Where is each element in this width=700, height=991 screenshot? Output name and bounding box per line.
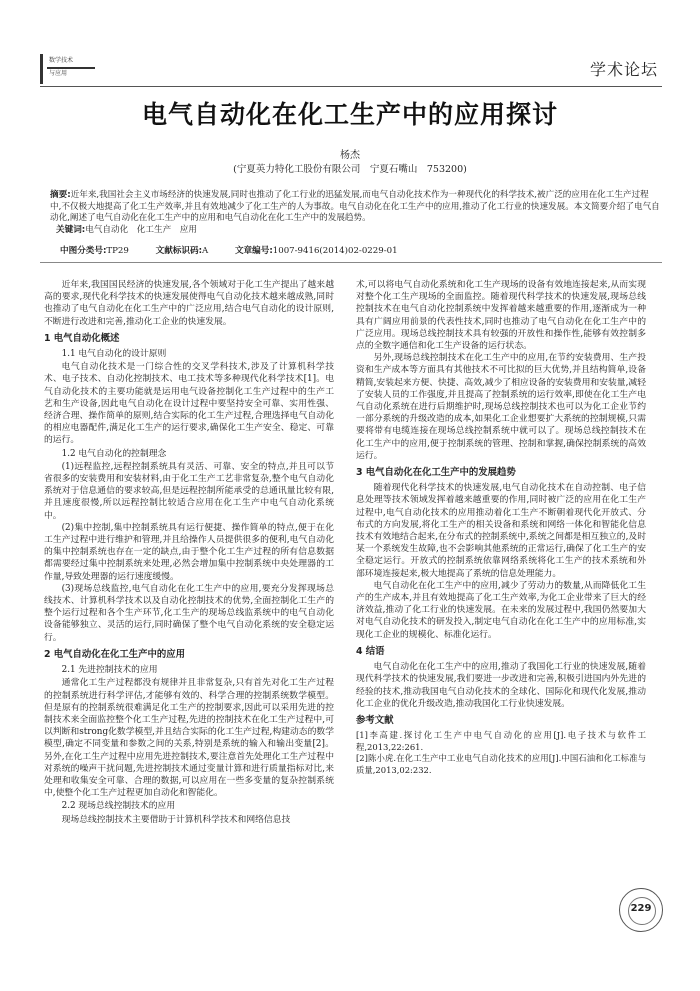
article-title: 电气自动化在化工生产中的应用探讨 — [141, 100, 558, 129]
paragraph-3b: 电气自动化在化工生产中的应用,减少了劳动力的数量,从而降低化工生产的生产成本,并且有效地提高了化工生产效率,为化工企业带来了巨大的经济效益,推动了化工行业的快速发展。在未来的发展过程中,我国仍然要加大对电气自动化技术的研发投入,制定电气自动化在化工生产中的应用标准,实现化工企业的规模化、标准化运行。 — [356, 580, 646, 640]
heading-2-2: 2.2 现场总线控制技术的应用 — [61, 801, 176, 812]
heading-3: 3 电气自动化在化工生产中的发展趋势 — [356, 467, 516, 479]
heading-1-1: 1.1 电气自动化的设计原则 — [61, 349, 167, 360]
paragraph-1-2a: (1)远程监控,远程控制系统具有灵活、可靠、安全的特点,并且可以节省很多的安装费用和安装材料,由于化工生产工艺非常复杂,整个电气自动化系统对于信息通信的要求较高,但是远程控制所能承受的总通讯量比较有限,并且速度很慢,所以远程控制比较适合应用在化工生产中电气自动化系统中。 — [44, 461, 334, 521]
reference-item: [1]李高建.探讨化工生产中电气自动化的应用[J].电子技术与软件工程,2013,22:261. — [356, 730, 646, 752]
paragraph-2-2-cont: 术,可以将电气自动化系统和化工生产现场的设备有效地连接起来,从而实现对整个化工生产现场的全面监控。随着现代科学技术的快速发展,现场总线控制技术在电气自动化控制系统中发挥着越来越重要的作用,逐渐成为一种具有广阔应用前景的代表性技术,同时也推动了电气自动化在化工生产中的广泛应用。现场总线控制技术具有较强的开放性和操作性,能够有效控制多点的全数字通信和化工生产设备的运行状态。 — [356, 280, 646, 352]
logo-line1: 数学技术 — [49, 57, 74, 64]
id-value: 1007-9416(2014)02-0229-01 — [272, 246, 398, 256]
keywords-text: 电气自动化 化工生产 应用 — [85, 224, 197, 235]
logo-line2: 与应用 — [49, 70, 68, 77]
paragraph-1-2c: (3)现场总线监控,电气自动化在化工生产中的应用,要充分发挥现场总线技术、计算机科学技术以及自动化控制技术的优势,全面控制化工生产的整个运行过程和各个生产环节,化工生产的现场总线监系统中的电气自动化设备能够独立、灵活的运行,同时确保了整个电气自动化系统的安全稳定运行。 — [44, 583, 334, 643]
paragraph-4: 电气自动化在化工生产中的应用,推动了我国化工行业的快速发展,随着现代科学技术的快速发展,我们要进一步改进和完善,积极引进国内外先进的经验的技术,推动我国电气自动化技术的全球化、国际化和现代化发展,推动化工企业的优化升级改造,推动我国化工行业快速发展。 — [356, 662, 646, 709]
affiliation: (宁夏英力特化工股份有限公司 宁夏石嘴山 753200) — [233, 164, 467, 175]
keywords — [56, 225, 660, 237]
id-label: 文章编号: — [234, 246, 273, 256]
heading-1-2: 1.2 电气自动化的控制理念 — [61, 448, 167, 459]
reference-item: [2]陈小虎.在化工生产中工业电气自动化技术的应用[J].中国石油和化工标准与质量,2013,02:232. — [356, 753, 646, 775]
paragraph-1-2b: (2)集中控制,集中控制系统具有运行便捷、操作简单的特点,便于在化工生产过程中进行维护和管理,并且给操作人员提供很多的便利,电气自动化的集中控制系统也存在一定的缺点,由于整个化工生产过程的所有信息数据都需要经过集中控制系统来处理,必然会增加集中控制系统中央处理器的工作量,导致处理器的运行速度缓慢。 — [44, 522, 334, 582]
abstract-body — [50, 190, 660, 225]
heading-2: 2 电气自动化在化工生产中的应用 — [44, 648, 186, 660]
section-title: 学术论坛 — [589, 60, 658, 79]
logo-bar — [47, 67, 95, 69]
keywords-label: 关键词: — [56, 224, 86, 235]
doc-label: 文献标识码: — [155, 246, 202, 256]
paragraph-3a: 随着现代化科学技术的快速发展,电气自动化技术在自动控制、电子信息处理等技术领域发挥着越来越重要的作用,同时被广泛的应用在化工生产过程中,电气自动化技术的应用推动着化工生产不断朝着现代化开放式、分布式的方向发展,将化工生产的相关设备和系统和网络一体化和智能化信息技术有效地结合起来,在分布式的控制系统中,系统之间都是相互独立的,及时某一个系统发生故障,也不会影响其他系统的正常运行,确保了化工生产的安全稳定运行。开放式的控制系统依靠网络系统将化工生产的技术系统和外部环境连接起来,极大地提高了系统的信息处理能力。 — [356, 483, 646, 579]
heading-1: 1 电气自动化概述 — [44, 332, 120, 344]
clc-label: 中图分类号: — [60, 246, 107, 256]
article-meta — [60, 244, 660, 256]
author: 杨杰 — [340, 150, 360, 161]
meta-rule — [40, 262, 662, 263]
left-column — [44, 279, 334, 826]
paragraph-2-1: 通常化工生产过程都没有规律并且非常复杂,只有首先对化工生产过程的控制系统进行科学评估,才能够有效的、科学合理的控制系统数学模型。但是原有的控制系统很难满足化工生产的控制要求,因此可以采用先进的控制技术来全面监控整个化工生产过程,先进的控制技术在化工生产过程中,可以判断和strong化数学模型,并且结合实际的化工生产过程,构建动态的数学模型,确定不同变量和参数之间的关系,特别是系统的输入和输出变量[2]。另外,在化工生产过程中应用先进控制技术,要注意首先处理化工生产过程中对系统的噪声干扰问题,先进控制技术通过变量计算和进行质量指标对比,来处理和收集安全可靠、合理的数据,可以应用在一些多变量的复杂控制系统中,使整个化工生产过程更加自动化和智能化。 — [44, 678, 334, 799]
right-column — [356, 279, 646, 776]
intro-paragraph: 近年来,我国国民经济的快速发展,各个领域对于化工生产提出了越来越高的要求,现代化科学技术的快速发展使得电气自动化技术越来越成熟,同时也推动了电气自动化在化工生产中的广泛应用,结合电气自动化的设计原则,不断进行改进和完善,推动化工企业的快速发展。 — [44, 280, 334, 327]
page-header — [40, 48, 662, 88]
header-rule — [40, 86, 662, 87]
abstract-text: 近年来,我国社会主义市场经济的快速发展,同时也推动了化工行业的迅猛发展,而电气自动化技术作为一种现代化的科学技术,被广泛的应用在化工生产过程中,不仅极大地提高了化工生产效率,并且有效地减少了化工生产的人为事故。电气自动化在化工生产中的应用,推动了化工行业的快速发展。本文简要介绍了电气自动化,阐述了电气自动化在化工生产中的应用和电气自动化在化工生产中的发展趋势。 — [50, 190, 660, 223]
clc-value: TP29 — [106, 246, 129, 256]
page-number-badge — [619, 888, 663, 932]
heading-2-1: 2.1 先进控制技术的应用 — [61, 665, 158, 676]
page-number: 229 — [630, 903, 652, 914]
references-heading: 参考文献 — [356, 714, 394, 726]
doc-value: A — [202, 246, 209, 256]
paragraph-2-2b: 另外,现场总线控制技术在化工生产中的应用,在节约安装费用、生产投资和生产成本等方面具有其他技术不可比拟的巨大优势,并且结构简单,设备精简,安装起来方便、快捷、高效,减少了相应设备的安装费用和安装量,减轻了安装人员的工作强度,并且提高了控制系统的运行效率,即使在化工生产电气自动化系统在进行后期维护时,现场总线控制技术也可以为化工企业节约一部分系统的升级改造的成本,如果化工企业想要扩大系统的控制规模,只需要将带有电缆连接在现场总线控制系统中就可以了。现场总线控制技术在化工生产中的应用,便于控制系统的管理、控制和掌握,确保控制系统的高效运行。 — [356, 353, 646, 461]
paragraph-2-2: 现场总线控制技术主要借助于计算机科学技术和网络信息技 — [61, 814, 291, 825]
paragraph-1-1: 电气自动化技术是一门综合性的交叉学科技术,涉及了计算机科学技术、电子技术、自动化控制技术、电工技术等多种现代化科学技术[1]。电气自动化技术的主要功能就是运用电气设备控制化工生产过程中的生产工艺和生产设备,因此电气自动化在设计过程中要坚持安全可靠、实用性强、经济合理、操作简单的原则,结合实际的化工生产过程,合理选择电气自动化的相应电器配件,满足化工生产的运行要求,确保化工生产安全、稳定、可靠的运行。 — [44, 362, 334, 446]
heading-4: 4 结语 — [356, 645, 385, 657]
abstract — [50, 190, 660, 236]
abstract-label: 摘要: — [50, 190, 71, 200]
journal-logo — [40, 54, 99, 84]
